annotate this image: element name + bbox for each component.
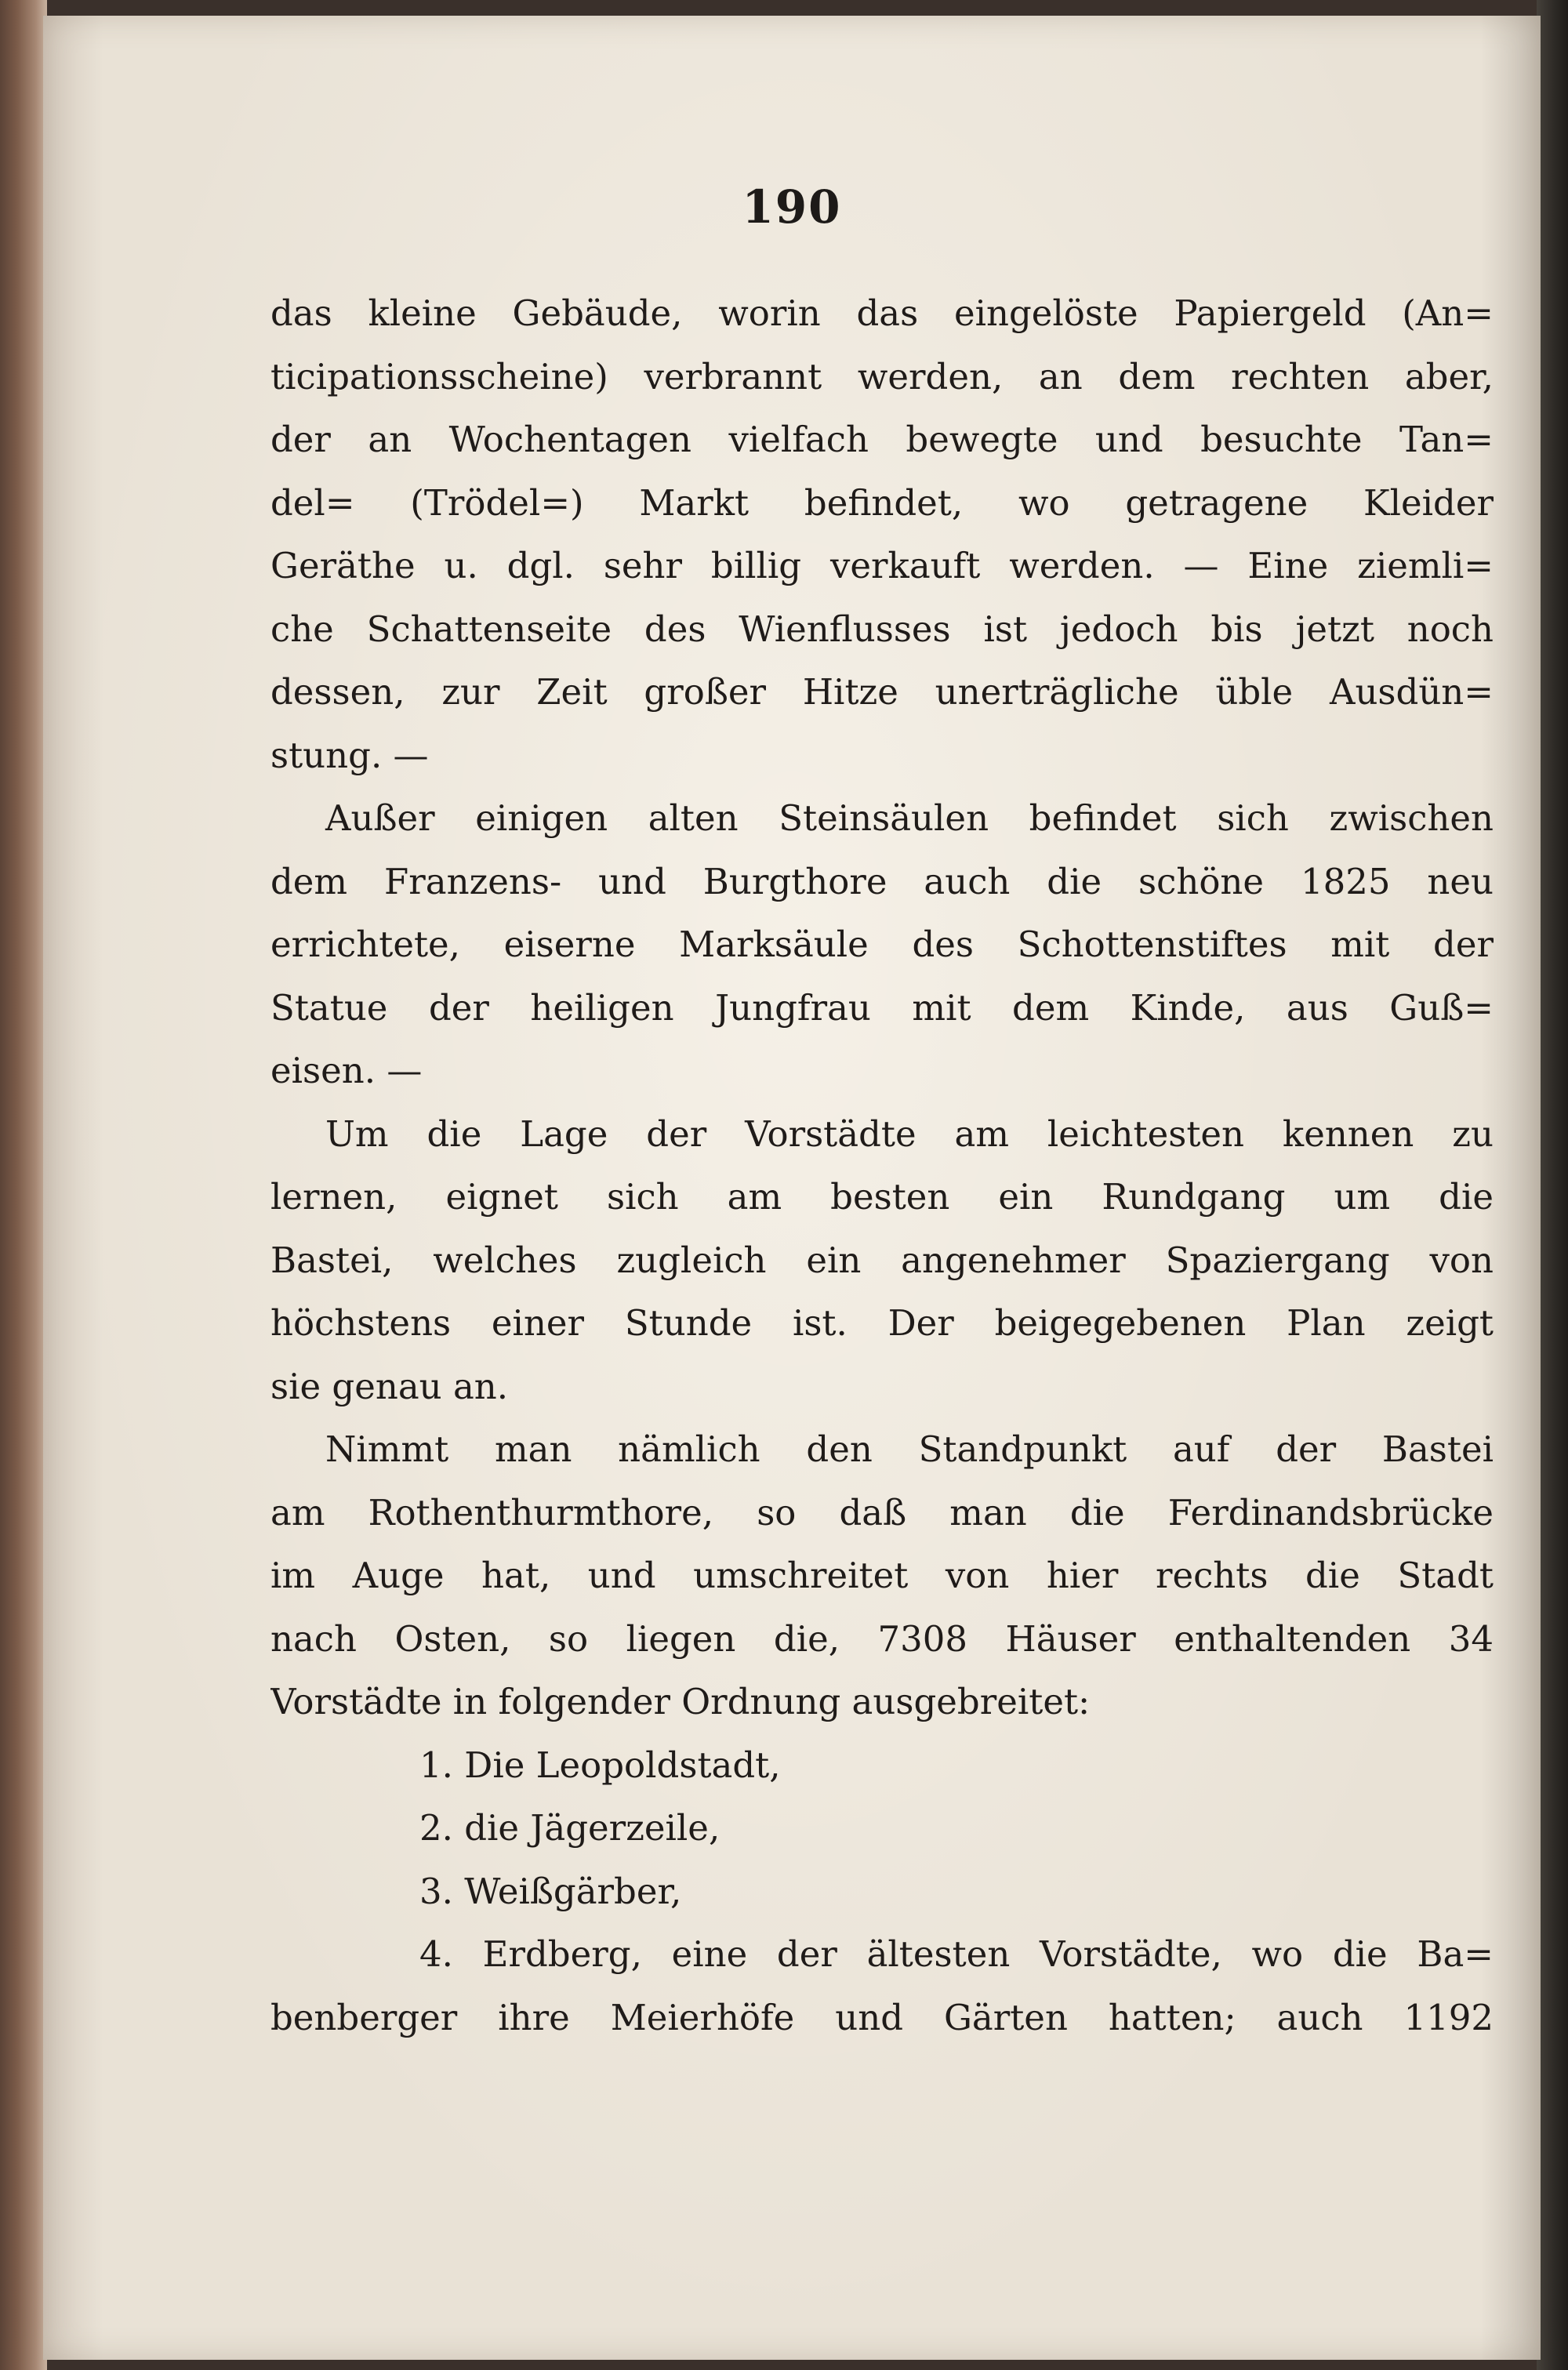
text-line: eisen. — [270,1050,423,1091]
text-line: Außer einigen alten Steinsäulen befindet sich zwischen [325,797,1494,839]
text-line: benberger ihre Meierhöfe und Gärten hatten; auch 1192 [270,1996,1494,2038]
text-line: nach Osten, so liegen die, 7308 Häuser enthaltenden 34 [270,1617,1494,1660]
list-item: 1. Die Leopoldstadt, [419,1744,781,1786]
text-line: im Auge hat, und umschreitet von hier rechts die Stadt [270,1555,1494,1596]
list-item: 2. die Jägerzeile, [419,1807,720,1849]
text-line: errichtete, eiserne Marksäule des Schottenstiftes mit der [270,924,1494,965]
page-number: 190 [742,180,842,234]
text-line: Statue der heiligen Jungfrau mit dem Kinde, aus Guß= [270,986,1494,1029]
page-body [270,282,1494,2049]
text-line: Bastei, welches zugleich ein angenehmer Spaziergang von [270,1239,1494,1281]
text-line: dessen, zur Zeit großer Hitze unerträgliche üble Ausdün= [270,671,1494,713]
list-item: 3. Weißgärber, [419,1870,682,1912]
text-line: che Schattenseite des Wienflusses ist jedoch bis jetzt noch [270,608,1494,650]
page-edge-left [0,0,47,2370]
text-line: Vorstädte in folgender Ordnung ausgebreitet: [270,1681,1091,1722]
text-line: Um die Lage der Vorstädte am leichtesten kennen zu [325,1112,1494,1155]
book-page [43,16,1541,2360]
text-line: höchstens einer Stunde ist. Der beigegebenen Plan zeigt [270,1302,1494,1344]
text-line: sie genau an. [270,1365,509,1407]
text-line: das kleine Gebäude, worin das eingelöste Papiergeld (An= [270,292,1494,334]
text-line: am Rothenthurmthore, so daß man die Ferdinandsbrücke [270,1491,1494,1533]
book-cover-edge-right [1537,0,1568,2370]
text-line: dem Franzens- und Burgthore auch die schöne 1825 neu [270,860,1494,902]
text-line: stung. — [270,734,429,776]
text-line: Nimmt man nämlich den Standpunkt auf der Bastei [325,1428,1494,1470]
text-line: ticipationsscheine) verbrannt werden, an dem rechten aber, [270,355,1494,397]
text-line: del= (Trödel=) Markt befindet, wo getragene Kleider [270,481,1494,524]
text-line: Geräthe u. dgl. sehr billig verkauft werden. — Eine ziemli= [270,545,1494,586]
text-line: der an Wochentagen vielfach bewegte und besuchte Tan= [270,419,1494,460]
text-line: lernen, eignet sich am besten ein Rundgang um die [270,1176,1494,1218]
list-item: 4. Erdberg, eine der ältesten Vorstädte, wo die Ba= [419,1933,1494,1975]
